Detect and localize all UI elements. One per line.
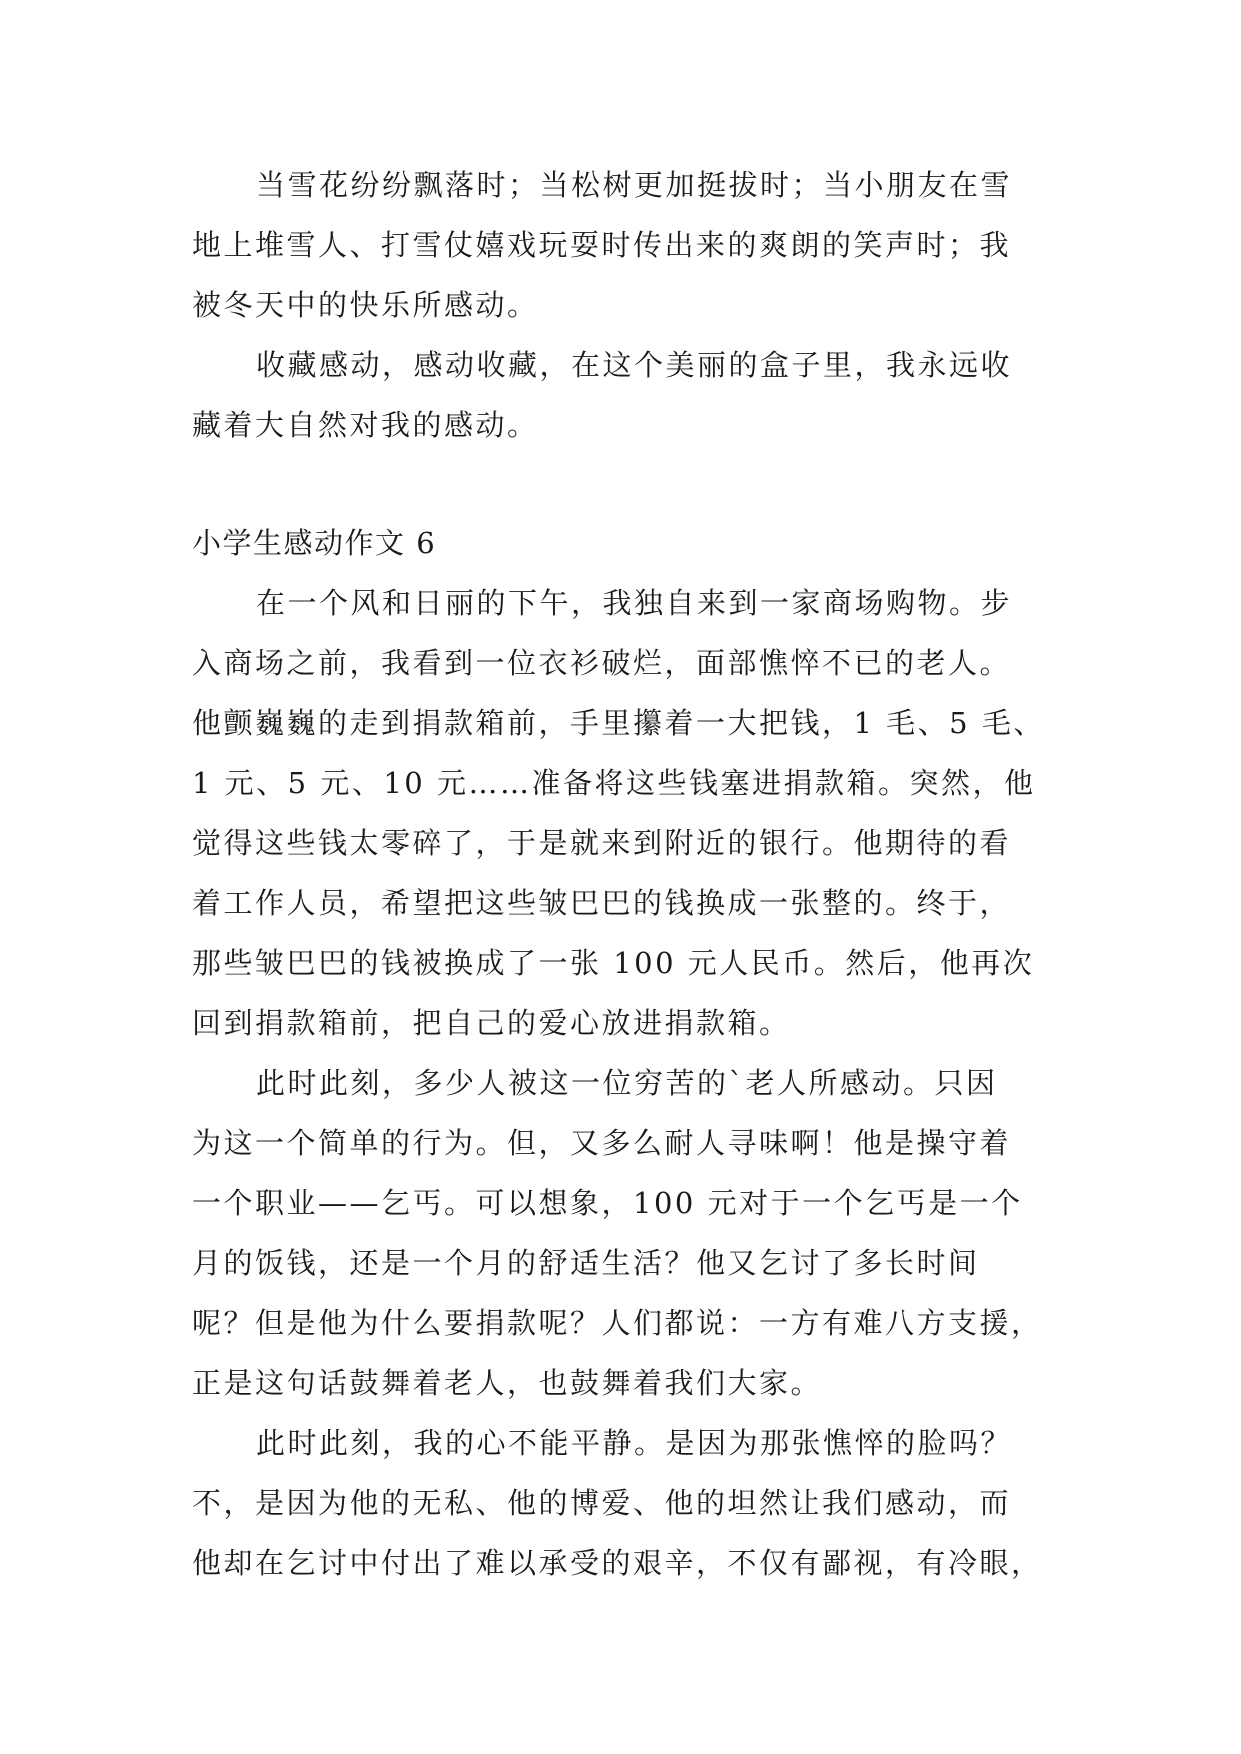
paragraph [192,1413,1072,1593]
paragraph [192,155,1072,335]
section-spacer [192,455,1072,513]
paragraph-line: 觉得这些钱太零碎了，于是就来到附近的银行。他期待的看 [192,826,1012,860]
paragraph-line: 一个职业——乞丐。可以想象，100 元对于一个乞丐是一个 [192,1186,1023,1220]
paragraph [192,573,1072,1053]
paragraph-line: 他颤巍巍的走到捐款箱前，手里攥着一大把钱，1 毛、5 毛、 [192,706,1045,740]
paragraph-line: 此时此刻，我的心不能平静。是因为那张憔悴的脸吗？ [256,1426,1013,1460]
document-page [192,155,1072,1593]
section-title: 小学生感动作文 6 [192,526,437,560]
paragraph-line: 他却在乞讨中付出了难以承受的艰辛，不仅有鄙视，有冷眼， [192,1546,1043,1580]
paragraph-line: 此时此刻，多少人被这一位穷苦的`老人所感动。只因 [256,1066,998,1100]
paragraph-line: 1 元、5 元、10 元……准备将这些钱塞进捐款箱。突然，他 [192,766,1036,800]
paragraph-line: 回到捐款箱前，把自己的爱心放进捐款箱。 [192,1006,791,1040]
paragraph [192,1053,1072,1413]
paragraph-line: 收藏感动，感动收藏，在这个美丽的盒子里，我永远收 [256,348,1013,382]
paragraph-line: 地上堆雪人、打雪仗嬉戏玩耍时传出来的爽朗的笑声时；我 [192,228,1012,262]
paragraph-line: 正是这句话鼓舞着老人，也鼓舞着我们大家。 [192,1366,823,1400]
paragraph-line: 藏着大自然对我的感动。 [192,408,539,442]
paragraph-line: 为这一个简单的行为。但，又多么耐人寻味啊！他是操守着 [192,1126,1012,1160]
paragraph-line: 呢？但是他为什么要捐款呢？人们都说：一方有难八方支援， [192,1306,1043,1340]
paragraph-line: 那些皱巴巴的钱被换成了一张 100 元人民币。然后，他再次 [192,946,1035,980]
paragraph-line: 着工作人员，希望把这些皱巴巴的钱换成一张整的。终于， [192,886,1012,920]
paragraph [192,335,1072,455]
paragraph-line: 月的饭钱，还是一个月的舒适生活？他又乞讨了多长时间 [192,1246,980,1280]
paragraph-line: 不，是因为他的无私、他的博爱、他的坦然让我们感动，而 [192,1486,1012,1520]
paragraph-line: 入商场之前，我看到一位衣衫破烂，面部憔悴不已的老人。 [192,646,1012,680]
paragraph-line: 当雪花纷纷飘落时；当松树更加挺拔时；当小朋友在雪 [256,168,1013,202]
paragraph-line: 被冬天中的快乐所感动。 [192,288,539,322]
paragraph-line: 在一个风和日丽的下午，我独自来到一家商场购物。步 [256,586,1013,620]
